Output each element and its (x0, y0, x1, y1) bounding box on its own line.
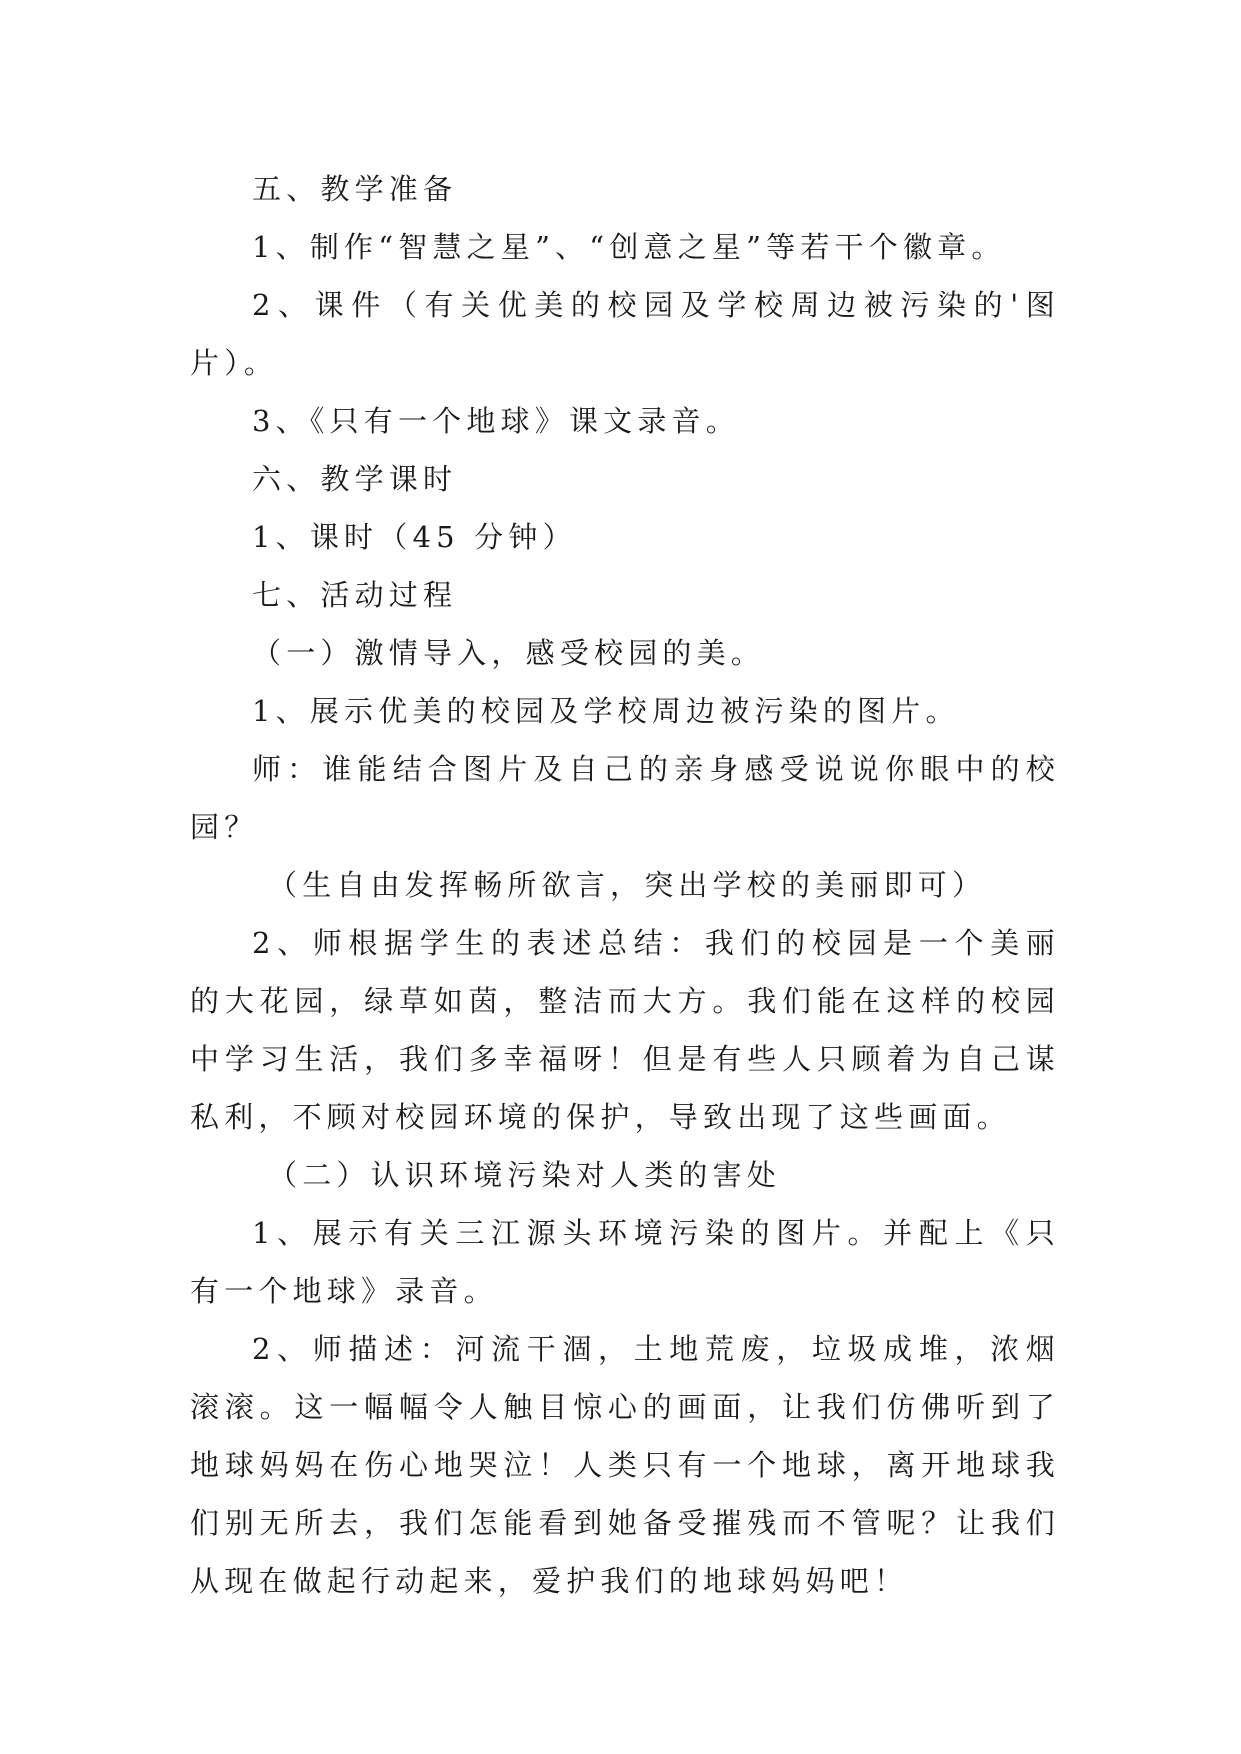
subheading-part-one: （一）激情导入，感受校园的美。 (252, 636, 766, 670)
subheading-part-two: （二）认识环境污染对人类的害处 (268, 1158, 782, 1192)
list-item: 1、制作“智慧之星”、“创意之星”等若干个徽章。 (252, 230, 1006, 264)
list-item: 1、展示优美的校园及学校周边被污染的图片。 (252, 694, 960, 728)
heading-teaching-hours: 六、教学课时 (252, 462, 458, 496)
document-body (190, 160, 1060, 1610)
heading-teaching-preparation: 五、教学准备 (252, 172, 458, 206)
list-item: 1、课时（45 分钟） (252, 520, 577, 554)
heading-activity-process: 七、活动过程 (252, 578, 458, 612)
body-paragraph: 2、师描述：河流干涸，土地荒废，垃圾成堆，浓烟滚滚。这一幅幅令人触目惊心的画面，让我们仿佛听到了地球妈妈在伤心地哭泣！人类只有一个地球，离开地球我们别无所去，我们怎能看到她备受摧残而不管呢？让我们从现在做起行动起来，爱护我们的地球妈妈吧！ (190, 1332, 1060, 1598)
body-paragraph: 师：谁能结合图片及自己的亲身感受说说你眼中的校园？ (190, 752, 1060, 844)
list-item: 2、课件（有关优美的校园及学校周边被污染的'图片）。 (190, 288, 1060, 380)
body-paragraph: （生自由发挥畅所欲言，突出学校的美丽即可） (268, 868, 987, 902)
body-paragraph: 2、师根据学生的表述总结：我们的校园是一个美丽的大花园，绿草如茵，整洁而大方。我们能在这样的校园中学习生活，我们多幸福呀！但是有些人只顾着为自己谋私利，不顾对校园环境的保护，导致出现了这些画面。 (190, 926, 1060, 1134)
body-paragraph: 1、展示有关三江源头环境污染的图片。并配上《只有一个地球》录音。 (190, 1216, 1060, 1308)
list-item: 3、《只有一个地球》课文录音。 (252, 404, 740, 438)
